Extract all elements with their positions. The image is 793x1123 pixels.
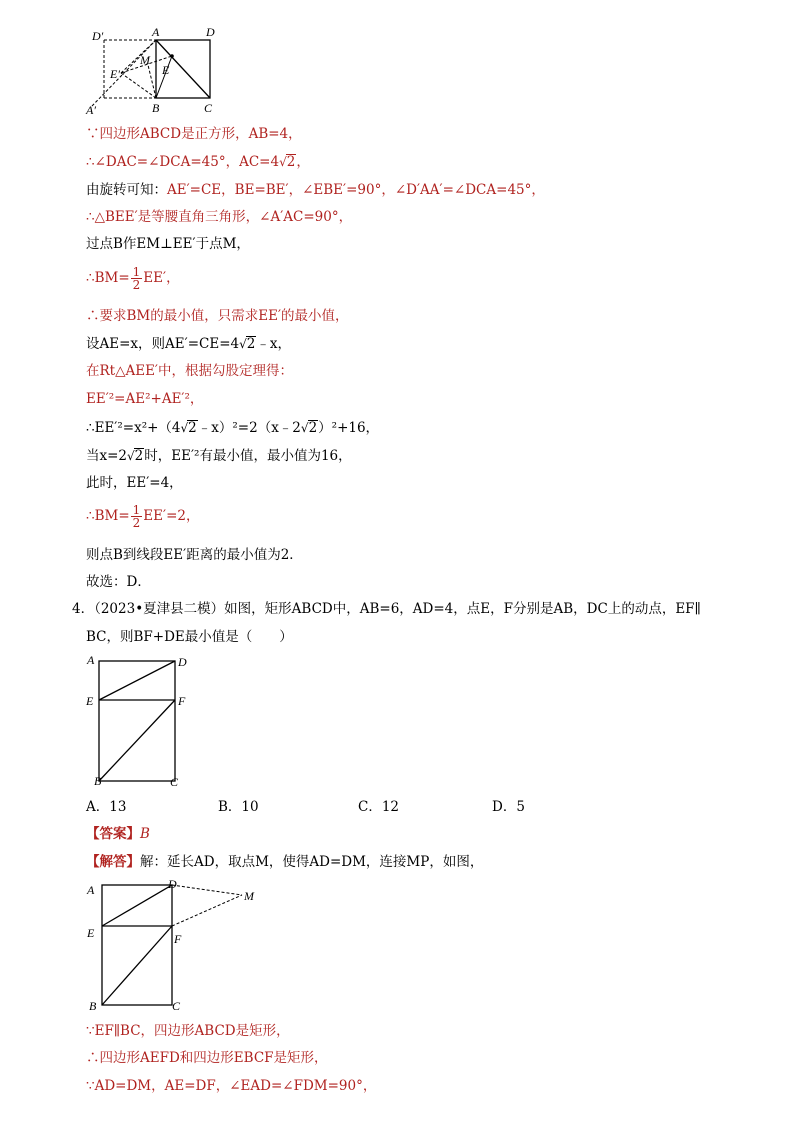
fig3-label-d: D [168,877,177,891]
label-d-prime: D′ [92,29,104,43]
solution-intro: 【解答】解：延长AD，取点M，使得AD=DM，连接MP，如图， [86,854,484,870]
solution-line-16: 故选：D． [86,574,151,590]
option-c[interactable]: C．12 [358,799,400,815]
option-a[interactable]: A．13 [86,799,127,815]
solution-line-2: ∴∠DAC=∠DCA=45°，AC=4√2， [86,154,310,170]
answer-line: 【答案】B [86,826,150,842]
fig3-label-a: A [87,883,95,897]
solution-line-9: 在Rt△AEE′中，根据勾股定理得： [86,363,293,379]
fraction-half-2: $\frac{1}{2}$ [132,503,141,530]
solution-line-15: 则点B到线段EE′距离的最小值为2． [86,547,303,563]
fig3-label-e: E [87,926,95,940]
fig3-label-b: B [89,999,97,1013]
option-d[interactable]: D．5 [492,799,525,815]
fig3-label-f: F [174,932,182,946]
label-b: B [152,101,160,115]
tail-line-3: ∵AD=DM，AE=DF，∠EAD=∠FDM=90°， [86,1078,377,1094]
label-e: E [162,63,170,77]
label-c: C [204,101,213,115]
solution-line-1: ∵四边形ABCD是正方形，AB=4， [86,126,302,142]
solution-line-13: 此时，EE′=4， [86,475,183,491]
option-b[interactable]: B．10 [218,799,259,815]
tail-line-1: ∵EF∥BC，四边形ABCD是矩形， [86,1023,290,1039]
label-e-prime: E′ [110,67,120,81]
figure-rectangle-q4 [84,652,194,790]
figure-rectangle-extended [84,876,264,1016]
figure-rotation-square [84,22,224,118]
label-d: D [206,25,215,39]
solution-line-10: EE′²=AE²+AE′²， [86,391,204,407]
question-4-stem-1: 4．（2023•夏津县二模）如图，矩形ABCD中，AB=6，AD=4，点E，F分别是AB，DC上的动点，EF∥ [72,601,701,617]
solution-line-7: ∴要求BM的最小值，只需求EE′的最小值， [86,308,349,324]
fig2-label-d: D [178,655,187,669]
solution-line-14: ∴BM= $\frac{1}{2}$ EE′=2， [86,503,200,530]
solution-line-4: ∴△BEE′是等腰直角三角形，∠A′AC=90°， [86,209,353,225]
fig3-label-m: M [244,889,254,903]
fig2-label-b: B [94,774,102,788]
solution-line-6: ∴BM= $\frac{1}{2}$ EE′， [86,265,180,292]
solution-line-11: ∴EE′²=x²+（4√2﹣x）²=2（x﹣2√2）²+16， [86,420,380,436]
solution-line-5: 过点B作EM⊥EE′于点M， [86,236,250,252]
fig3-label-c: C [172,999,181,1013]
fig2-label-e: E [86,694,94,708]
fig2-label-a: A [87,653,95,667]
fraction-half: $\frac{1}{2}$ [132,265,141,292]
solution-line-12: 当x=2√2时，EE′²有最小值，最小值为16， [86,448,352,464]
solution-line-3: 由旋转可知：AE′=CE，BE=BE′，∠EBE′=90°，∠D′AA′=∠DCA=45°， [86,182,545,198]
label-a-prime: A′ [86,103,96,117]
tail-line-2: ∴四边形AEFD和四边形EBCF是矩形， [86,1050,328,1066]
label-m: M [140,53,150,67]
label-a: A [152,25,160,39]
solution-line-8: 设AE=x，则AE′=CE=4√2﹣x， [86,336,291,352]
question-4-stem-2: BC，则BF+DE最小值是（ ） [86,629,293,645]
fig2-label-f: F [178,694,186,708]
fig2-label-c: C [170,775,179,789]
